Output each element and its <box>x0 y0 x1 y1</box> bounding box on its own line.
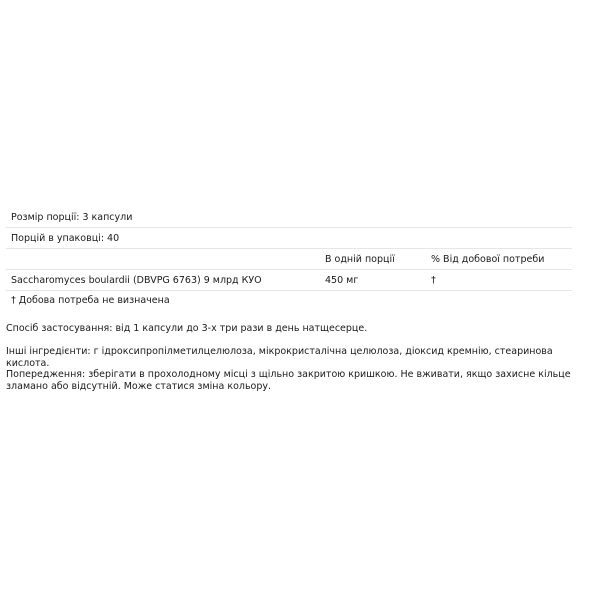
serving-size-text: Розмір порції: 3 капсули <box>11 212 133 223</box>
ingredient-daily-value: † <box>431 275 436 286</box>
servings-per-container-row <box>6 228 572 249</box>
warnings-text: Попередження: зберігати в прохолодному місці з щільно закритою кришкою. Не вживати, якщо захисне кільце зламано або відсутній. Може статися зміна кольору. <box>6 369 571 392</box>
daily-value-header: % Від добової потреби <box>431 254 545 265</box>
ingredient-name: Saccharomyces boulardii (DBVPG 6763) 9 млрд КУО <box>11 275 262 286</box>
directions-text: Спосіб застосування: від 1 капсули до 3-х три рази в день натщесерце. <box>6 323 368 334</box>
table-header-row <box>6 249 572 270</box>
footnote-text: † Добова потреба не визначена <box>11 295 170 306</box>
table-row <box>6 270 572 291</box>
footnote-row <box>6 291 572 312</box>
ingredient-amount: 450 мг <box>325 275 359 286</box>
servings-per-container-text: Порцій в упаковці: 40 <box>11 233 120 244</box>
other-ingredients-text: Інші інгредієнти: г ідроксипропілметилцелюлоза, мікрокристалічна целюлоза, діоксид кремнію, стеаринова кислота. <box>6 346 553 369</box>
serving-size-row <box>6 207 572 228</box>
supplement-facts-table <box>6 207 572 312</box>
per-serving-header: В одній порції <box>325 254 395 265</box>
